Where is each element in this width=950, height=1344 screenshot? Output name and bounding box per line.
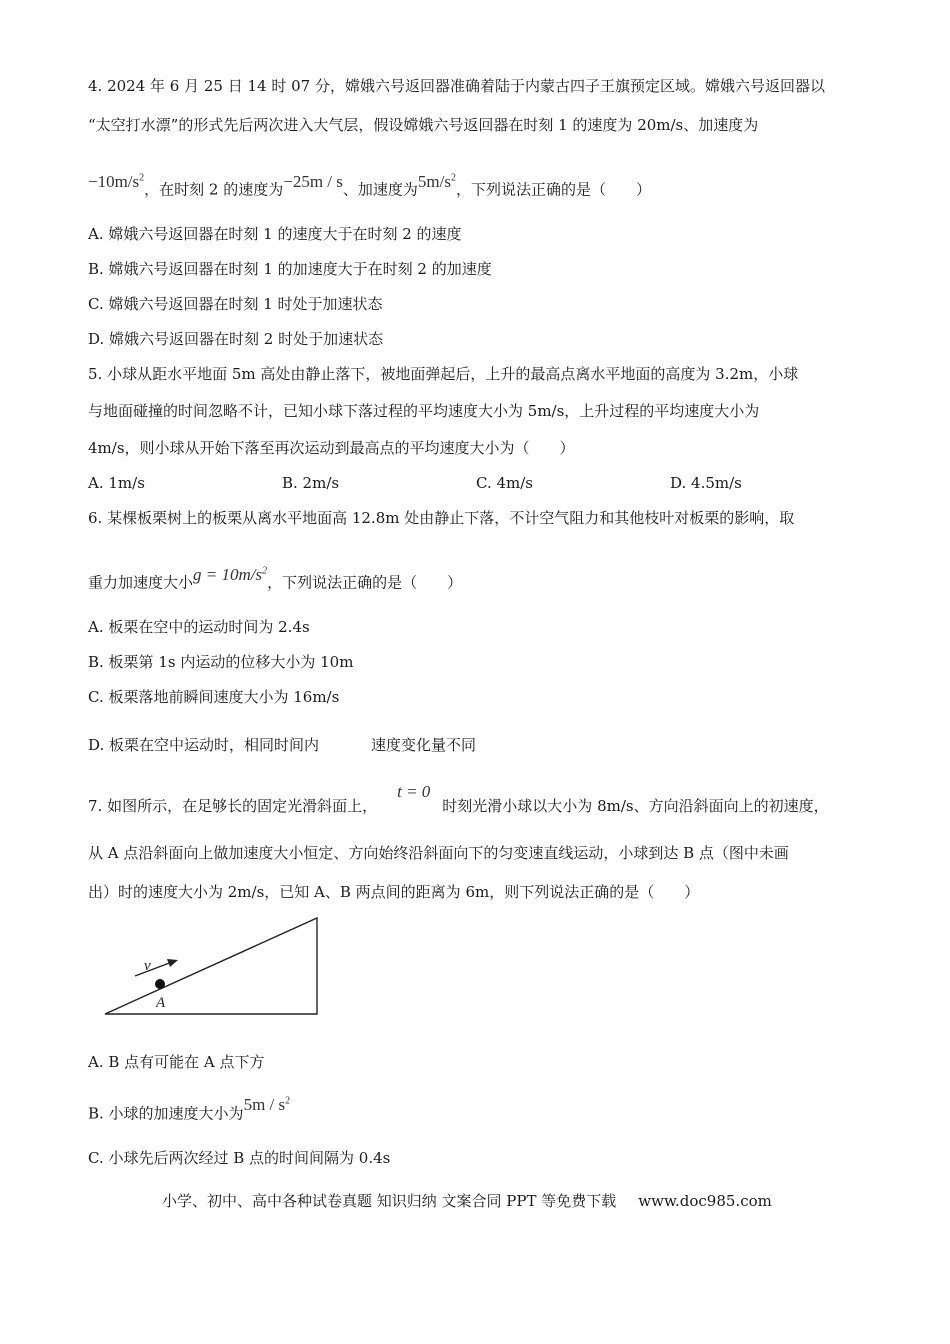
q5-stem-line1: 5. 小球从距水平地面 5m 高处由静止落下，被地面弹起后，上升的最高点离水平地面的高度为 3.2m，小球 — [88, 365, 799, 383]
q7-stem-line2: 从 A 点沿斜面向上做加速度大小恒定、方向始终沿斜面向下的匀变速直线运动，小球到达 B 点（图中未画 — [88, 844, 789, 862]
velocity-arrowhead — [167, 959, 178, 967]
q7-acceleration-value: $5m / s^2$ — [243, 1094, 291, 1114]
footer-text: 小学、初中、高中各种试卷真题 知识归纳 文案合同 PPT 等免费下载 — [162, 1192, 617, 1210]
q5-stem-line2: 与地面碰撞的时间忽略不计，已知小球下落过程的平均速度大小为 5m/s，上升过程的平均速度大小为 — [88, 402, 760, 420]
q4-stem-line1: 4. 2024 年 6 月 25 日 14 时 07 分，嫦娥六号返回器准确着陆于内蒙古四子王旗预定区域。嫦娥六号返回器以 — [88, 77, 825, 95]
q4-option-a: A. 嫦娥六号返回器在时刻 1 的速度大于在时刻 2 的速度 — [88, 225, 462, 243]
q6-gravity-formula: $g = 10m/s^2$ — [193, 564, 268, 584]
q7-option-b: B. 小球的加速度大小为$5m / s^2$ — [88, 1094, 291, 1123]
q4-acceleration-2: $5m/s^2$ — [417, 171, 456, 191]
q4-option-d: D. 嫦娥六号返回器在时刻 2 时处于加速状态 — [88, 330, 384, 348]
q6-option-d: D. 板栗在空中运动时，相同时间内 速度变化量不同 — [88, 736, 477, 754]
q4-option-b: B. 嫦娥六号返回器在时刻 1 的加速度大于在时刻 2 的加速度 — [88, 260, 492, 278]
q5-option-a: A. 1m/s — [88, 474, 145, 492]
q6-stem-line1: 6. 某棵板栗树上的板栗从离水平地面高 12.8m 处由静止下落，不计空气阻力和其他枝叶对板栗的影响，取 — [88, 509, 795, 527]
ball — [155, 979, 165, 989]
incline-triangle — [105, 918, 317, 1014]
q7-stem-line1: 7. 如图所示，在足够长的固定光滑斜面上，t = 0时刻光滑小球以大小为 8m/s、方向沿斜面向上的初速度， — [88, 782, 829, 815]
q4-stem-line3: $-10m/s^2$，在时刻 2 的速度为−25m / s、加速度为$5m/s^2$，下列说法正确的是（ ） — [88, 171, 651, 199]
q4-stem-line2: “太空打水漂”的形式先后两次进入大气层，假设嫦娥六号返回器在时刻 1 的速度为 20m/s、加速度为 — [88, 116, 759, 134]
q7-option-a: A. B 点有可能在 A 点下方 — [88, 1053, 265, 1071]
q7-time-formula: t = 0 — [397, 782, 431, 801]
footer-url: www.doc985.com — [638, 1192, 772, 1210]
q4-velocity-2: −25m / s — [283, 171, 343, 191]
velocity-arrow — [135, 962, 172, 976]
q4-option-c: C. 嫦娥六号返回器在时刻 1 时处于加速状态 — [88, 295, 383, 313]
q6-option-b: B. 板栗第 1s 内运动的位移大小为 10m — [88, 653, 354, 671]
q5-option-c: C. 4m/s — [476, 474, 533, 492]
q7-stem-line3: 出）时的速度大小为 2m/s，已知 A、B 两点间的距离为 6m，则下列说法正确的是（ ） — [88, 883, 700, 901]
page-footer — [162, 1191, 772, 1211]
q6-option-c: C. 板栗落地前瞬间速度大小为 16m/s — [88, 688, 340, 706]
q6-stem-line2: 重力加速度大小$g = 10m/s^2$，下列说法正确的是（ ） — [88, 564, 463, 592]
q6-option-a: A. 板栗在空中的运动时间为 2.4s — [88, 618, 310, 636]
q7-option-c: C. 小球先后两次经过 B 点的时间间隔为 0.4s — [88, 1149, 391, 1167]
point-a-label: A — [156, 995, 166, 1011]
q5-stem-line3: 4m/s，则小球从开始下落至再次运动到最高点的平均速度大小为（ ） — [88, 439, 575, 457]
velocity-label: v — [144, 958, 151, 974]
incline-figure — [100, 912, 325, 1022]
q4-acceleration-1: $-10m/s^2$ — [88, 171, 145, 191]
q5-option-b: B. 2m/s — [282, 474, 340, 492]
q5-option-d: D. 4.5m/s — [670, 474, 742, 492]
